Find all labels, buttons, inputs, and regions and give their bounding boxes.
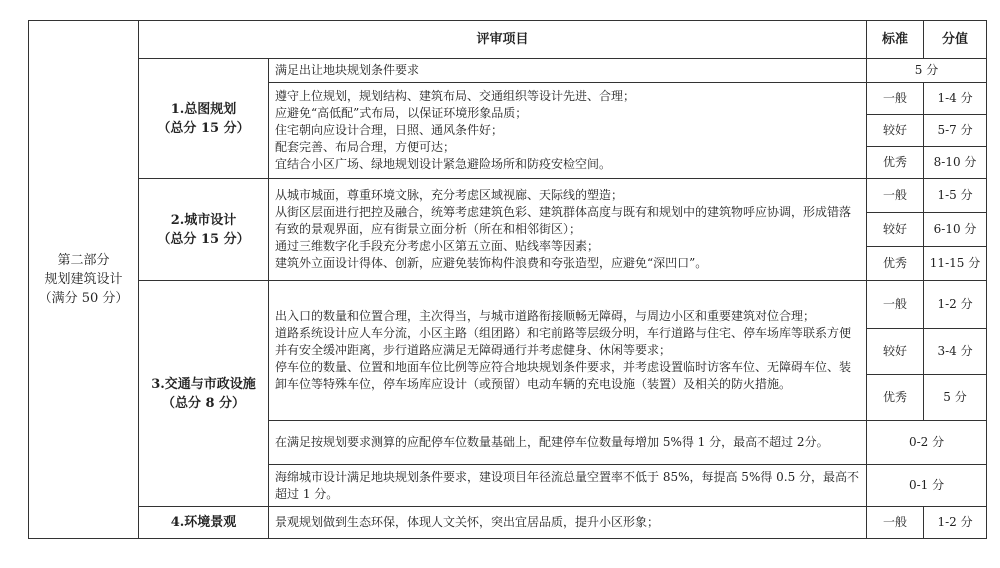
- header-score: 分值: [924, 21, 987, 59]
- cat3-extra-sponge-city: 海绵城市设计满足地块规划条件要求，建设项目年径流总量空置率不低于 85%，每提高 5%得 0.5 分，最高不超过 1 分。: [269, 465, 867, 507]
- cat1-line: 住宅朝向应设计合理，日照、通风条件好；: [275, 123, 504, 137]
- cat3-line: 停车位的数量、位置和地面车位比例等应符合地块规划条件要求，并考虑设置临时访客车位、无障碍车位、装卸车位等特殊车位，停车场库应设计（或预留）电动车辆的充电设施（装置）及相关的防火措施。: [275, 360, 852, 391]
- grade-score: 3-4 分: [924, 329, 987, 375]
- section-subtitle: 规划建筑设计: [44, 272, 123, 287]
- grade-score: 11-15 分: [924, 247, 987, 281]
- cat2-name: 2.城市设计: [170, 212, 237, 228]
- cat1-name: 1.总图规划: [170, 101, 237, 117]
- grade-label: 一般: [867, 83, 924, 115]
- grade-label: 优秀: [867, 147, 924, 179]
- cat2-cell: [139, 179, 269, 281]
- cat3-line: 道路系统设计应人车分流，小区主路（组团路）和宅前路等层级分明，车行道路与住宅、停车场库等联系方便并有安全缓冲距离，步行道路应满足无障碍通行并考虑健身、休闲等要求；: [275, 326, 852, 357]
- cat2-line: 从街区层面进行把控及融合，统筹考虑建筑色彩、建筑群体高度与既有和规划中的建筑物呼应协调，形成错落有致的景观界面，应有街景立面分析（所在和相邻街区）；: [275, 205, 852, 236]
- grade-score: 1-4 分: [924, 83, 987, 115]
- evaluation-table: [28, 20, 987, 539]
- grade-score: 5 分: [924, 375, 987, 421]
- cat3-extra-parking-score: 0-2 分: [867, 421, 987, 465]
- grade-label: 较好: [867, 115, 924, 147]
- cat1-line: 配套完善、布局合理，方便可达；: [275, 140, 456, 154]
- cat1-total: （总分 15 分）: [157, 120, 250, 136]
- cat1-line: 宜结合小区广场、绿地规划设计紧急避险场所和防疫安检空间。: [275, 157, 612, 171]
- section-title: 第二部分: [57, 253, 110, 268]
- cat2-line: 从城市城面，尊重环境文脉，充分考虑区域视廊、天际线的塑造；: [275, 188, 624, 202]
- cat3-line: 出入口的数量和位置合理，主次得当，与城市道路衔接顺畅无障碍，与周边小区和重要建筑对位合理；: [275, 309, 816, 323]
- cat3-extra-parking: 在满足按规划要求测算的应配停车位数量基础上，配建停车位数量每增加 5%得 1 分，最高不超过 2分。: [269, 421, 867, 465]
- cat1-line: 应避免“高低配”式布局，以保证环境形象品质；: [275, 106, 528, 120]
- grade-label: 一般: [867, 179, 924, 213]
- grade-score: 6-10 分: [924, 213, 987, 247]
- cat3-cell: [139, 281, 269, 507]
- grade-score: 8-10 分: [924, 147, 987, 179]
- cat3-extra-sponge-city-score: 0-1 分: [867, 465, 987, 507]
- grade-label: 一般: [867, 281, 924, 329]
- cat3-name: 3.交通与市政设施: [151, 376, 256, 392]
- header-item: 评审项目: [139, 21, 867, 59]
- cat2-description: [269, 179, 867, 281]
- grade-score: 5-7 分: [924, 115, 987, 147]
- grade-label: 优秀: [867, 375, 924, 421]
- cat2-line: 建筑外立面设计得体、创新，应避免装饰构件浪费和夸张造型，应避免“深凹口”。: [275, 256, 708, 270]
- cat1-line: 遵守上位规划，规划结构、建筑布局、交通组织等设计先进、合理；: [275, 89, 636, 103]
- grade-score: 1-5 分: [924, 179, 987, 213]
- cat3-total: （总分 8 分）: [161, 395, 246, 411]
- cat2-line: 通过三维数字化手段充分考虑小区第五立面、贴线率等因素；: [275, 239, 600, 253]
- grade-score: 1-2 分: [924, 281, 987, 329]
- cat1-requirement: 满足出让地块规划条件要求: [269, 59, 867, 83]
- cat2-total: （总分 15 分）: [157, 231, 250, 247]
- cat1-cell: [139, 59, 269, 179]
- cat1-description: [269, 83, 867, 179]
- grade-label: 一般: [867, 507, 924, 539]
- section-total: （满分 50 分）: [38, 291, 129, 306]
- cat1-requirement-score: 5 分: [867, 59, 987, 83]
- grade-label: 较好: [867, 329, 924, 375]
- section-cell: [29, 21, 139, 539]
- header-standard: 标准: [867, 21, 924, 59]
- cat4-name: 4.环境景观: [139, 507, 269, 539]
- grade-label: 较好: [867, 213, 924, 247]
- cat3-description: [269, 281, 867, 421]
- grade-score: 1-2 分: [924, 507, 987, 539]
- cat4-description: 景观规划做到生态环保，体现人文关怀，突出宜居品质，提升小区形象；: [269, 507, 867, 539]
- grade-label: 优秀: [867, 247, 924, 281]
